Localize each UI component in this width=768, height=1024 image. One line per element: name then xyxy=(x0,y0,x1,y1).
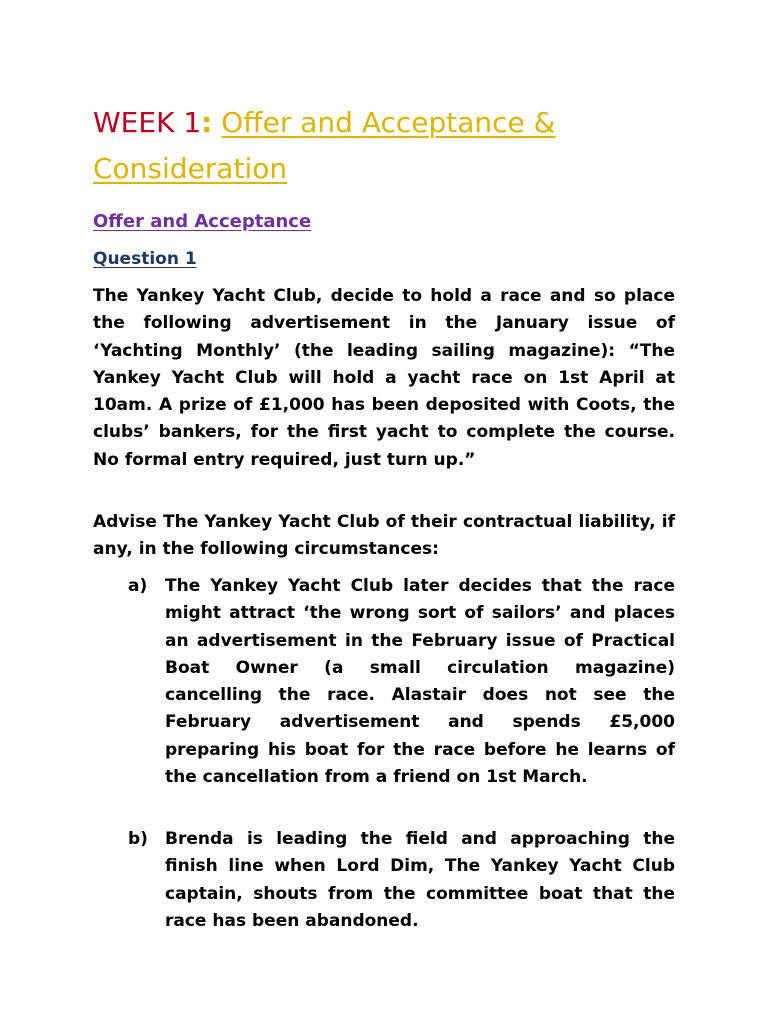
title-colon: : xyxy=(201,106,213,139)
circumstance-list-a xyxy=(128,573,675,791)
list-marker: b) xyxy=(128,829,148,849)
section-heading: Offer and Acceptance xyxy=(93,211,312,232)
question-heading: Question 1 xyxy=(93,249,197,269)
title-topic: Offer and Acceptance & Consideration xyxy=(93,106,556,185)
title-week: WEEK 1 xyxy=(93,106,202,139)
page-title xyxy=(93,100,693,192)
list-marker: a) xyxy=(128,576,148,596)
list-item-text: Brenda is leading the field and approaching the finish line when Lord Dim, The Yankey Yacht Club captain, shouts from the committee boat that the race has been abandoned. xyxy=(165,829,675,931)
list-item xyxy=(128,573,675,791)
circumstance-list-b xyxy=(128,826,675,935)
list-item xyxy=(128,826,675,935)
instruction-paragraph: Advise The Yankey Yacht Club of their contractual liability, if any, in the following circumstances: xyxy=(93,512,675,560)
question-scenario-paragraph: The Yankey Yacht Club, decide to hold a race and so place the following advertisement in the January issue of ‘Yachting Monthly’ (the leading sailing magazine): “The Yankey Yacht Club will hold a yacht race on 1st April at 10am. A prize of £1,000 has been deposited with Coots, the clubs’ bankers, for the first yacht to complete the course. No formal entry required, just turn up.” xyxy=(93,286,675,470)
list-item-text: The Yankey Yacht Club later decides that the race might attract ‘the wrong sort of sailors’ and places an advertisement in the February issue of Practical Boat Owner (a small circulation magazine) cancelling the race. Alastair does not see the February advertisement and spends £5,000 preparing his boat for the race before he learns of the cancellation from a friend on 1st March. xyxy=(165,576,675,788)
